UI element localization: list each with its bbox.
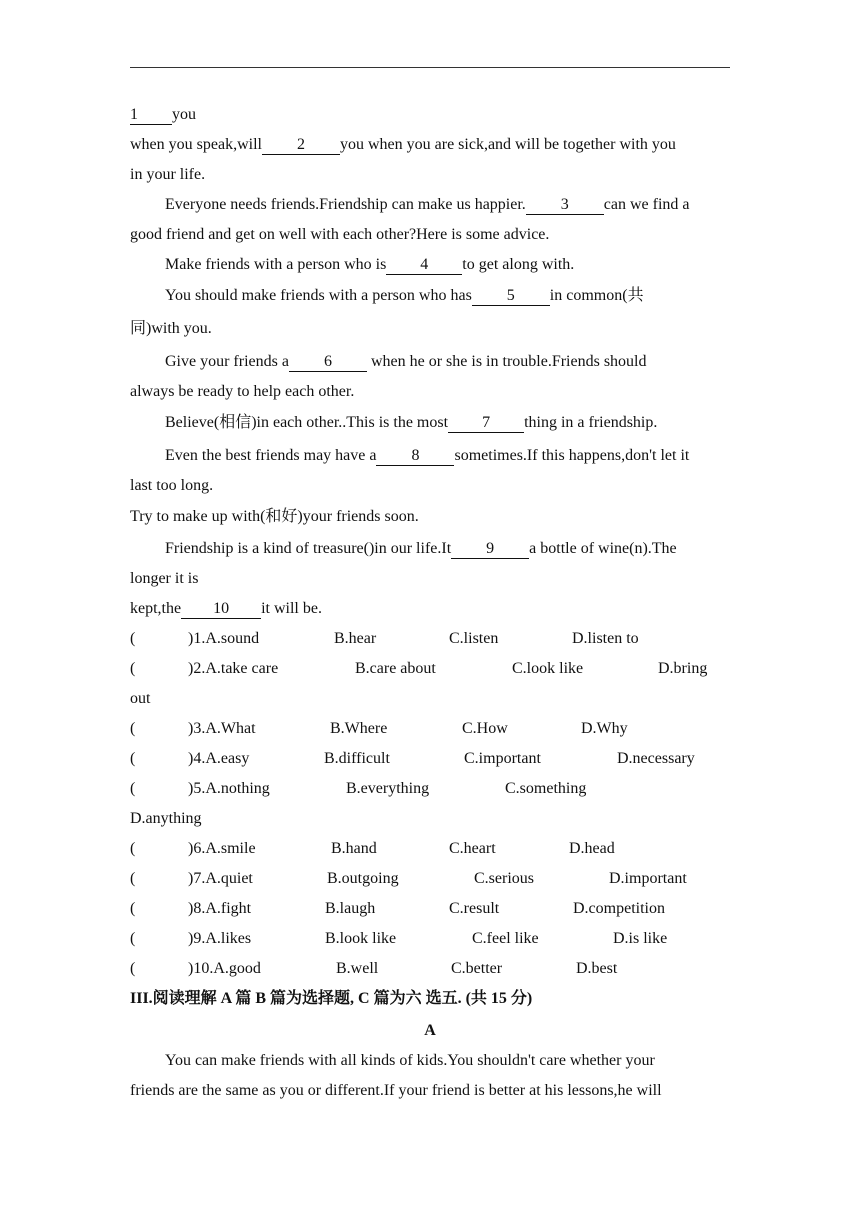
option-c-1[interactable]: C.listen — [449, 630, 499, 647]
blank-7[interactable]: 7 — [448, 414, 524, 433]
option-c-3[interactable]: C.How — [462, 720, 508, 737]
passage-line-11 — [165, 413, 657, 433]
option-a-4[interactable]: )4.A.easy — [188, 750, 250, 767]
passage-line-2 — [130, 135, 676, 155]
reading-line-1: You can make friends with all kinds of kids.You shouldn't care whether your — [165, 1052, 655, 1069]
blank-5[interactable]: 5 — [472, 287, 550, 306]
option-c-6[interactable]: C.heart — [449, 840, 496, 857]
option-c-7[interactable]: C.serious — [474, 870, 534, 887]
text: thing in a friendship. — [524, 414, 658, 431]
answer-paren-1[interactable]: ( — [130, 630, 136, 647]
text: in common(共 — [549, 287, 644, 304]
blank-3[interactable]: 3 — [526, 196, 604, 215]
option-c-4[interactable]: C.important — [464, 750, 541, 767]
option-c-10[interactable]: C.better — [451, 960, 503, 977]
text: Make friends with a person who is — [165, 256, 387, 273]
passage-line-4 — [165, 195, 690, 215]
text: you — [172, 106, 196, 123]
passage-line-13: last too long. — [130, 477, 214, 494]
option-c-5[interactable]: C.something — [505, 780, 587, 797]
blank-10[interactable]: 10 — [181, 600, 261, 619]
answer-paren-6[interactable]: ( — [130, 840, 136, 857]
passage-line-7 — [165, 286, 644, 306]
option-a-5[interactable]: )5.A.nothing — [188, 780, 270, 797]
passage-a-title: A — [424, 1022, 436, 1039]
option-a-2[interactable]: )2.A.take care — [188, 660, 279, 677]
option-b-4[interactable]: B.difficult — [324, 750, 390, 767]
passage-line-6 — [165, 255, 574, 275]
option-b-5[interactable]: B.everything — [346, 780, 430, 797]
blank-2[interactable]: 2 — [262, 136, 340, 155]
answer-paren-3[interactable]: ( — [130, 720, 136, 737]
option-a-9[interactable]: )9.A.likes — [188, 930, 252, 947]
option-d-7[interactable]: D.important — [609, 870, 687, 887]
text: you when you are sick,and will be together with you — [339, 136, 676, 153]
option-b-10[interactable]: B.well — [336, 960, 379, 977]
passage-line-1 — [130, 105, 196, 125]
text: Even the best friends may have a — [165, 447, 377, 464]
option-c-8[interactable]: C.result — [449, 900, 500, 917]
option-b-8[interactable]: B.laugh — [325, 900, 376, 917]
reading-line-2: friends are the same as you or different.If your friend is better at his lessons,he will — [130, 1082, 662, 1099]
option-b-6[interactable]: B.hand — [331, 840, 377, 857]
option-a-1[interactable]: )1.A.sound — [188, 630, 260, 647]
option-d-2-continued: out — [130, 690, 151, 707]
option-d-10[interactable]: D.best — [576, 960, 618, 977]
option-a-8[interactable]: )8.A.fight — [188, 900, 252, 917]
text: Give your friends a — [165, 353, 289, 370]
passage-line-16: longer it is — [130, 570, 199, 587]
section-heading: III.阅读理解 A 篇 B 篇为选择题, C 篇为六 选五. (共 15 分) — [130, 990, 533, 1007]
option-b-1[interactable]: B.hear — [334, 630, 377, 647]
option-a-10[interactable]: )10.A.good — [188, 960, 261, 977]
text: to get along with. — [462, 256, 575, 273]
option-a-6[interactable]: )6.A.smile — [188, 840, 256, 857]
answer-paren-4[interactable]: ( — [130, 750, 136, 767]
option-d-1[interactable]: D.listen to — [572, 630, 639, 647]
text: Believe(相信)in each other..This is the most — [165, 414, 449, 431]
blank-1[interactable]: 1 — [130, 106, 172, 125]
text: when he or she is in trouble.Friends should — [366, 353, 647, 370]
text: when you speak,will — [130, 136, 262, 153]
text: it will be. — [261, 600, 322, 617]
option-c-2[interactable]: C.look like — [512, 660, 584, 677]
option-b-3[interactable]: B.Where — [330, 720, 388, 737]
passage-line-8: 同)with you. — [130, 320, 212, 337]
answer-paren-8[interactable]: ( — [130, 900, 136, 917]
option-c-9[interactable]: C.feel like — [472, 930, 539, 947]
blank-8[interactable]: 8 — [376, 447, 454, 466]
option-b-7[interactable]: B.outgoing — [327, 870, 399, 887]
answer-paren-9[interactable]: ( — [130, 930, 136, 947]
passage-line-12 — [165, 446, 689, 466]
answer-paren-5[interactable]: ( — [130, 780, 136, 797]
passage-line-15 — [165, 539, 677, 559]
option-d-4[interactable]: D.necessary — [617, 750, 695, 767]
option-b-2[interactable]: B.care about — [355, 660, 436, 677]
option-a-3[interactable]: )3.A.What — [188, 720, 256, 737]
text: a bottle of wine(n).The — [529, 540, 677, 557]
passage-line-14: Try to make up with(和好)your friends soon. — [130, 508, 419, 525]
passage-line-10: always be ready to help each other. — [130, 383, 355, 400]
answer-paren-10[interactable]: ( — [130, 960, 136, 977]
option-d-3[interactable]: D.Why — [581, 720, 628, 737]
option-d-2[interactable]: D.bring — [658, 660, 708, 677]
answer-paren-7[interactable]: ( — [130, 870, 136, 887]
passage-line-17 — [130, 599, 322, 619]
option-a-7[interactable]: )7.A.quiet — [188, 870, 253, 887]
text: Everyone needs friends.Friendship can make us happier. — [165, 196, 526, 213]
option-d-8[interactable]: D.competition — [573, 900, 665, 917]
text: You should make friends with a person who has — [165, 287, 472, 304]
option-b-9[interactable]: B.look like — [325, 930, 397, 947]
answer-paren-2[interactable]: ( — [130, 660, 136, 677]
passage-line-3: in your life. — [130, 166, 206, 183]
blank-6[interactable]: 6 — [289, 353, 367, 372]
text: can we find a — [603, 196, 690, 213]
blank-9[interactable]: 9 — [451, 540, 529, 559]
text: sometimes.If this happens,don't let it — [454, 447, 690, 464]
passage-line-5: good friend and get on well with each other?Here is some advice. — [130, 226, 550, 243]
option-d-6[interactable]: D.head — [569, 840, 615, 857]
option-d-9[interactable]: D.is like — [613, 930, 668, 947]
header-rule — [130, 67, 730, 68]
passage-line-9 — [165, 352, 647, 372]
text: Friendship is a kind of treasure()in our life.It — [165, 540, 452, 557]
option-d-5[interactable]: D.anything — [130, 810, 202, 827]
blank-4[interactable]: 4 — [386, 256, 462, 275]
text: kept,the — [130, 600, 182, 617]
